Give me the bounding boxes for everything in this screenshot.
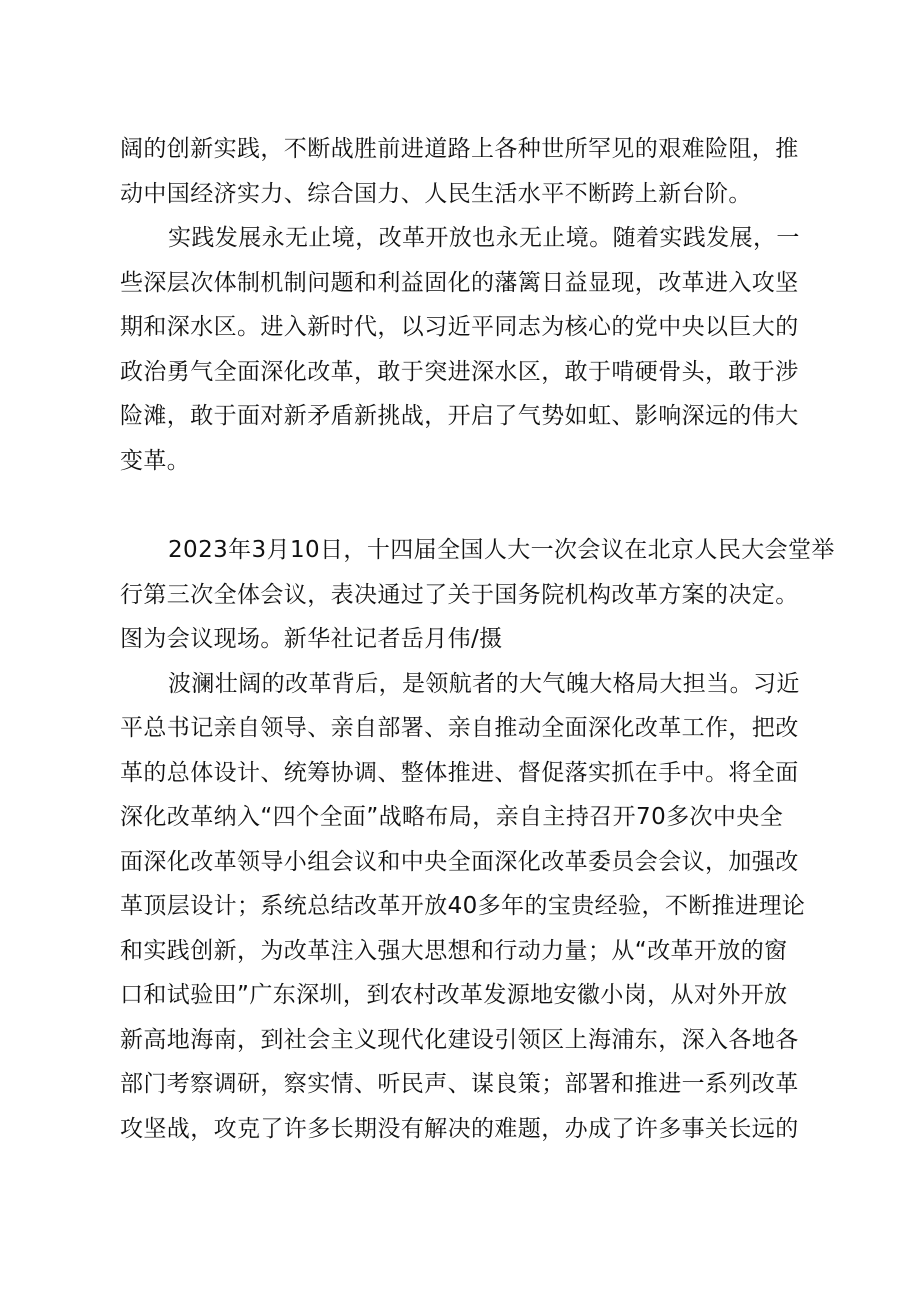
- paragraph-line: 口和试验田”广东深圳，到农村改革发源地安徽小岗，从对外开放: [120, 982, 788, 1008]
- paragraph-reform-deepening: [120, 216, 800, 483]
- photo-caption: [120, 528, 835, 662]
- text-block-lower: [120, 528, 835, 1151]
- caption-line: 行第三次全体会议，表决通过了关于国务院机构改革方案的决定。: [120, 581, 799, 608]
- paragraph-line: 波澜壮阔的改革背后，是领航者的大气魄大格局大担当。习近: [168, 670, 800, 697]
- paragraph-line: 政治勇气全面深化改革，敢于突进深水区，敢于啃硬骨头，敢于涉: [120, 358, 799, 385]
- paragraph-line: 平总书记亲自领导、亲自部署、亲自推动全面深化改革工作，把改: [120, 715, 799, 741]
- paragraph-line: 攻坚战，攻克了许多长期没有解决的难题，办成了许多事关长远的: [120, 1115, 799, 1142]
- paragraph-leadership: [120, 662, 806, 1152]
- text-block-upper: [120, 127, 800, 483]
- paragraph-line: 和实践创新，为改革注入强大思想和行动力量；从“改革开放的窗: [120, 937, 788, 964]
- paragraph-continuation: [120, 127, 800, 216]
- paragraph-line: 险滩，敢于面对新矛盾新挑战，开启了气势如虹、影响深远的伟大: [120, 403, 799, 429]
- paragraph-line: 动中国经济实力、综合国力、人民生活水平不断跨上新台阶。: [120, 180, 752, 207]
- paragraph-line: 阔的创新实践，不断战胜前进道路上各种世所罕见的艰难险阻，推: [120, 136, 799, 162]
- paragraph-line: 些深层次体制机制问题和利益固化的藩篱日益显现，改革进入攻坚: [120, 269, 799, 296]
- caption-line: 2023年3月10日，十四届全国人大一次会议在北京人民大会堂举: [168, 537, 835, 563]
- paragraph-line: 面深化改革领导小组会议和中央全面深化改革委员会会议，加强改: [120, 848, 799, 875]
- paragraph-line: 部门考察调研，察实情、听民声、谋良策；部署和推进一系列改革: [120, 1071, 799, 1097]
- paragraph-line: 实践发展永无止境，改革开放也永无止境。随着实践发展，一: [168, 225, 800, 251]
- paragraph-line: 期和深水区。进入新时代，以习近平同志为核心的党中央以巨大的: [120, 314, 799, 340]
- paragraph-line: 革顶层设计；系统总结改革开放40多年的宝贵经验，不断推进理论: [120, 893, 806, 919]
- paragraph-line: 革的总体设计、统筹协调、整体推进、督促落实抓在手中。将全面: [120, 759, 799, 786]
- caption-line: 图为会议现场。新华社记者岳月伟/摄: [120, 626, 503, 652]
- paragraph-line: 新高地海南，到社会主义现代化建设引领区上海浦东，深入各地各: [120, 1026, 799, 1053]
- paragraph-line: 深化改革纳入“四个全面”战略布局，亲自主持召开70多次中央全: [120, 804, 784, 830]
- paragraph-line: 变革。: [120, 447, 191, 474]
